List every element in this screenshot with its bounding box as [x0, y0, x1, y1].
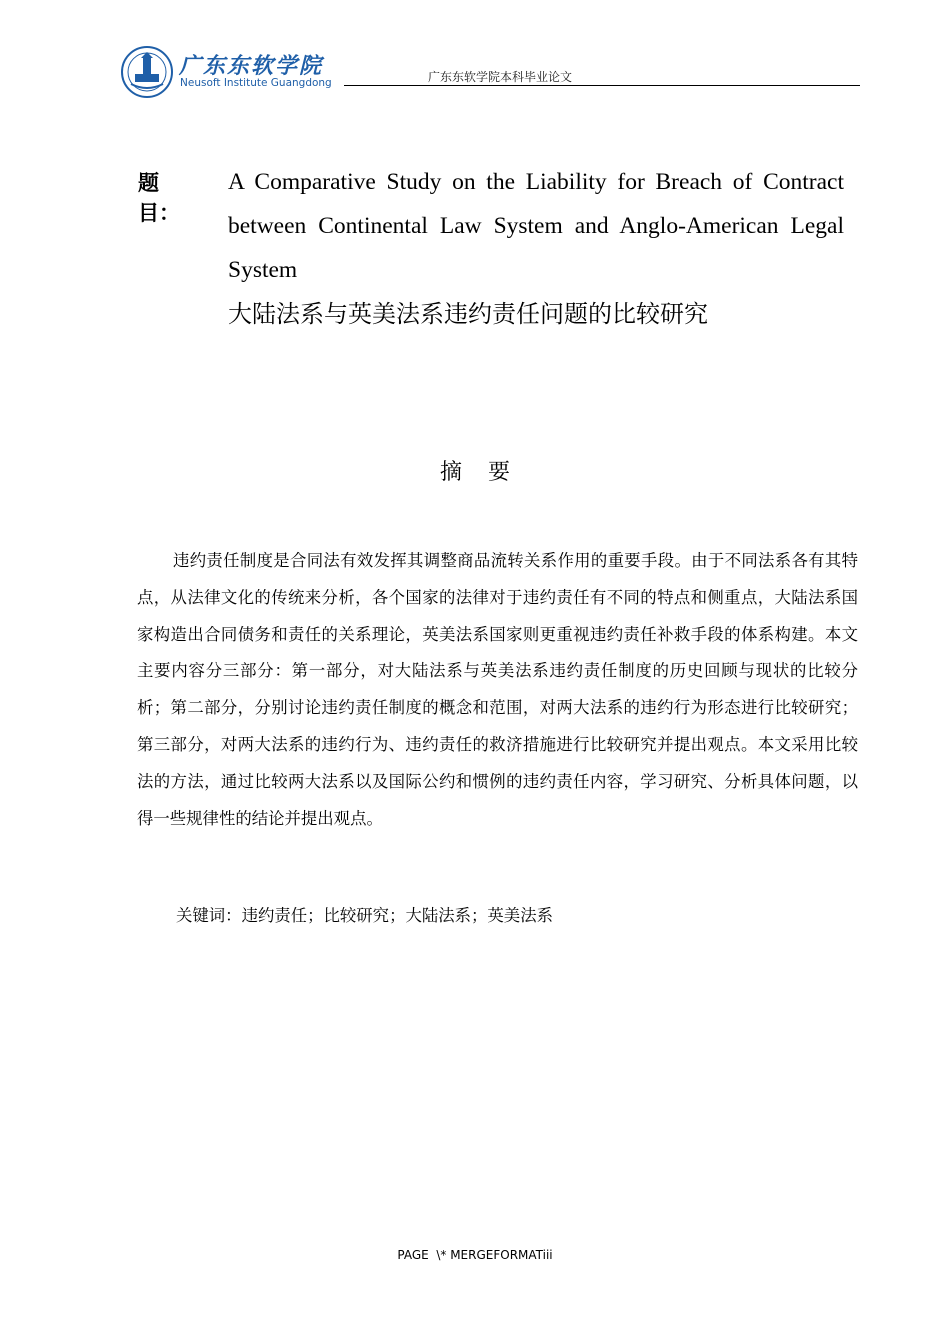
header-rule [344, 85, 860, 86]
keywords-line [176, 902, 553, 926]
keywords-label: 关键词： [176, 906, 242, 925]
logo-chinese-name: 广东东软学院 [179, 53, 324, 79]
keywords-value: 违约责任；比较研究；大陆法系；英美法系 [241, 906, 553, 925]
abstract-heading: 摘要 [439, 460, 536, 485]
school-emblem-icon [121, 44, 173, 100]
running-header: 广东东软学院本科毕业论文 [427, 70, 572, 84]
thesis-title-chinese: 大陆法系与英美法系违约责任问题的比较研究 [228, 300, 708, 328]
thesis-title-english: A Comparative Study on the Liability for Breach of Contract between Continental Law System and Anglo-American Legal System [228, 169, 844, 283]
page-number-field: PAGE \* MERGEFORMATiii [397, 1248, 553, 1262]
title-label: 题目： [138, 171, 180, 225]
abstract-body: 违约责任制度是合同法有效发挥其调整商品流转关系作用的重要手段。由于不同法系各有其特点，从法律文化的传统来分析，各个国家的法律对于违约责任有不同的特点和侧重点，大陆法系国家构造出合同债务和责任的关系理论，英美法系国家则更重视违约责任补救手段的体系构建。本文主要内容分三部分：第一部分，对大陆法系与英美法系违约责任制度的历史回顾与现状的比较分析；第二部分，分别讨论违约责任制度的概念和范围，对两大法系的违约行为形态进行比较研究；第三部分，对两大法系的违约行为、违约责任的救济措施进行比较研究并提出观点。本文采用比较法的方法，通过比较两大法系以及国际公约和惯例的违约责任内容，学习研究、分析具体问题，以得一些规律性的结论并提出观点。 [137, 551, 858, 828]
school-logo [121, 44, 332, 100]
logo-english-name: Neusoft Institute Guangdong [180, 77, 332, 89]
